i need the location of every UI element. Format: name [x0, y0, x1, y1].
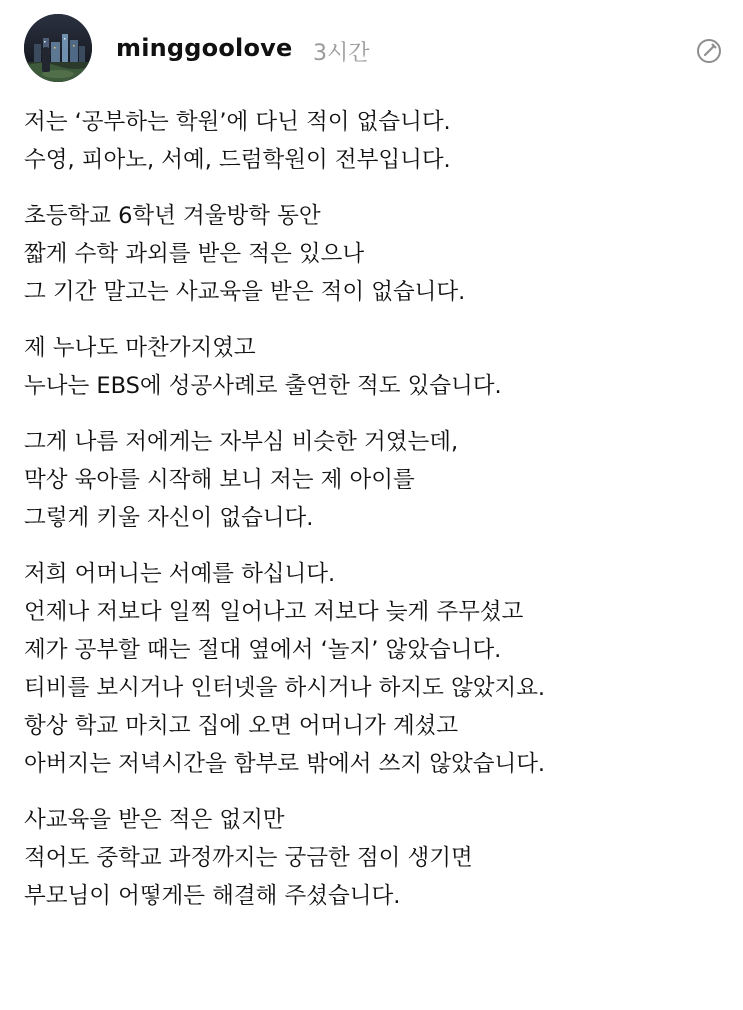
post-paragraph-3 [24, 329, 724, 405]
post-paragraph-6 [24, 801, 724, 915]
post-line: 언제나 저보다 일찍 일어나고 저보다 늦게 주무셨고 [24, 599, 524, 625]
post-line: 부모님이 어떻게든 해결해 주셨습니다. [24, 883, 401, 909]
post-line: 적어도 중학교 과정까지는 궁금한 점이 생기면 [24, 845, 473, 871]
post-line: 그 기간 말고는 사교육을 받은 적이 없습니다. [24, 279, 466, 305]
post-line: 제 누나도 마찬가지였고 [24, 335, 256, 361]
post-line: 누나는 EBS에 성공사례로 출연한 적도 있습니다. [24, 373, 502, 399]
post-line: 짧게 수학 과외를 받은 적은 있으나 [24, 241, 365, 267]
timestamp: 3시간 [313, 41, 370, 66]
post-paragraph-1 [24, 103, 724, 179]
post-line: 항상 학교 마치고 집에 오면 어머니가 계셨고 [24, 713, 459, 739]
post-paragraph-5 [24, 555, 724, 783]
post-line: 저희 어머니는 서예를 하십니다. [24, 561, 336, 587]
post-line: 그렇게 키울 자신이 없습니다. [24, 505, 314, 531]
post-header [24, 14, 724, 84]
post-line: 아버지는 저녁시간을 함부로 밖에서 쓰지 않았습니다. [24, 751, 546, 777]
username[interactable]: minggoolove [116, 34, 293, 62]
post-paragraph-4 [24, 423, 724, 537]
post-line: 저는 ‘공부하는 학원’에 다닌 적이 없습니다. [24, 109, 451, 135]
post-line: 초등학교 6학년 겨울방학 동안 [24, 203, 321, 229]
avatar-night-cityscape-icon [24, 14, 92, 82]
post-body [24, 103, 724, 933]
post-line: 그게 나름 저에게는 자부심 비슷한 거였는데, [24, 429, 459, 455]
avatar[interactable] [24, 14, 92, 82]
post-line: 제가 공부할 때는 절대 옆에서 ‘놀지’ 않았습니다. [24, 637, 502, 663]
post-line: 막상 육아를 시작해 보니 저는 제 아이를 [24, 467, 415, 493]
edit-icon[interactable] [694, 36, 724, 66]
post-line: 티비를 보시거나 인터넷을 하시거나 하지도 않았지요. [24, 675, 546, 701]
post-line: 수영, 피아노, 서예, 드럼학원이 전부입니다. [24, 147, 451, 173]
post-paragraph-2 [24, 197, 724, 311]
post-line: 사교육을 받은 적은 없지만 [24, 807, 285, 833]
